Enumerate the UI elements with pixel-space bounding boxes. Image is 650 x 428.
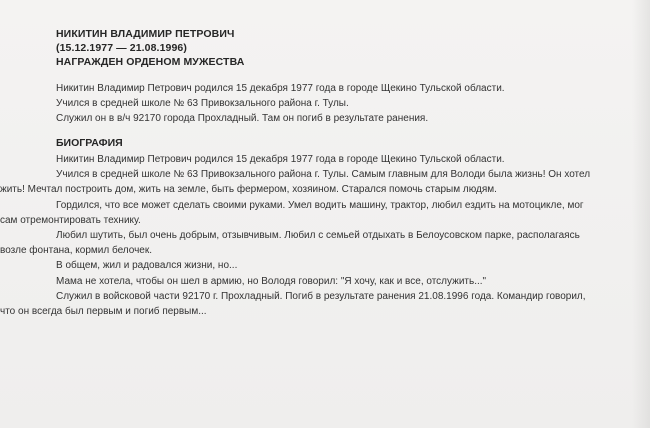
bio-line: жить! Мечтал построить дом, жить на земле, быть фермером, хозяином. Старался помочь старым людям. [0,184,497,196]
intro-line: Служил он в в/ч 92170 города Прохладный. Там он погиб в результате ранения. [56,113,429,124]
bio-line: Никитин Владимир Петрович родился 15 декабря 1977 года в городе Щекино Тульской области. [56,154,505,165]
bio-line: Учился в средней школе № 63 Привокзального района г. Тулы. Самым главным для Володи была жизнь! Он хотел [56,169,591,181]
intro-line: Учился в средней школе № 63 Привокзального района г. Тулы. [56,98,349,109]
bio-line: Гордился, что все может сделать своими руками. Умел водить машину, трактор, любил ездить на мотоцикле, мог [56,199,584,211]
bio-line: возле фонтана, кормил белочек. [0,245,153,257]
intro-line: Никитин Владимир Петрович родился 15 декабря 1977 года в городе Щекино Тульской области. [56,83,505,94]
life-dates: (15.12.1977 — 21.08.1996) [56,42,187,54]
bio-line: Служил в войсковой части 92170 г. Прохладный. Погиб в результате ранения 21.08.1996 года. Командир говорил, [56,290,586,302]
bio-line: Любил шутить, был очень добрым, отзывчивым. Любил с семьей отдыхать в Белоусовском парке, располагаясь [56,230,580,242]
intro-paragraph [56,81,626,126]
bio-line: что он всегда был первым и погиб первым... [0,306,207,318]
bio-line: В общем, жил и радовался жизни, но... [56,260,238,272]
person-name: НИКИТИН ВЛАДИМИР ПЕТРОВИЧ [56,28,235,40]
biography-text [0,152,650,319]
bio-line: Мама не хотела, чтобы он шел в армию, но Володя говорил: "Я хочу, как и все, отслужить..." [56,275,487,287]
bio-line: сам отремонтировать технику. [0,214,141,226]
award-line: НАГРАЖДЕН ОРДЕНОМ МУЖЕСТВА [56,56,245,68]
document-content [56,27,626,150]
biography-heading: БИОГРАФИЯ [56,137,123,149]
